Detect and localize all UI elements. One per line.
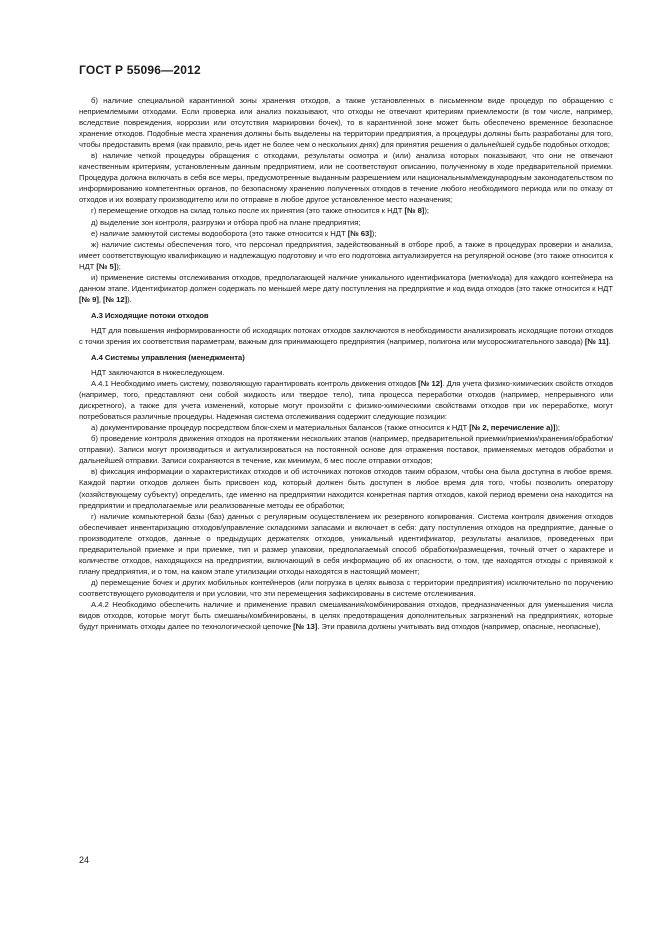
paragraph-b: б) наличие специальной карантинной зоны хранения отходов, а также установленных в письменном виде процедур по обращению с неприемлемыми отходами. Если проверка или анализ показывают, что отходы не отвечают критериям приемлемости (в том числе, например, вследствие повреждения, коррозии или отсутствия маркировки бочек), то в карантинной зоне может быть обеспечено временное безопасное хранение отходов. Подобные места хранения должны быть выделены на территории предприятия, а процедуры должны быть разработаны для того, чтобы предоставить время (как правило, речь идет не более чем о нескольких днях) для принятия решения о дальнейшей судьбе подобных отходов; (79, 96, 613, 150)
reference: [№ 12] (418, 379, 443, 389)
document-body (79, 95, 613, 632)
reference: [№ 63] (347, 228, 372, 238)
clause-a42: А.4.2 Необходимо обеспечить наличие и применение правил смешивания/комбинирования отходов, предназначенных для уменьшения числа видов отходов, которые могут быть смешаны/комбинированы, в целях предотвращения дополнительных загрязнений на предприятиях, которые будут принимать отходы далее по технологической цепочке [№ 13]. Эти правила должны учитывать вид отходов (например, опасные, неопасные), (79, 599, 613, 632)
reference: [№ 13] (293, 622, 318, 632)
reference: [№ 2, перечисление а)] (469, 423, 556, 433)
section-a3-title: А.3 Исходящие потоки отходов (91, 310, 209, 320)
clause-a41-b: б) проведение контроля движения отходов на протяжении нескольких этапов (например, предварительной приемки/приемки/хранения/обработки/отправки). Записи могут производиться и актуализироваться на постоянной основе для отражения поставок, применяемых методов обработки и дальнейшей отправки. Записи сохраняются в течение, как минимум, 6 мес после отправки отходов; (79, 434, 613, 466)
item-d: д) выделение зон контроля, разгрузки и отбора проб на плане предприятия; (91, 217, 361, 227)
reference: [№ 5] (96, 261, 117, 271)
clause-a41-g: г) наличие компьютерной базы (баз) данных с регулярным осуществлением их резервного копирования. Система контроля движения отходов обеспечивает инвентаризацию отходов/управление складскими запасами и включает в себя: дату поступления отходов на предприятие, данные о производителе отходов, данные о предыдущих держателях отходов, уникальный идентификатор, результаты анализов, проведенных при предварительной приемке и при приемке, тип и размер упаковки, предполагаемый способ обработки/размещения, точный отчет о характере и количестве отходов, находящихся на предприятии, включающий в себя информацию об их опасности, о том, где находятся отходы с привязкой к плану предприятия, и о том, на каком этапе утилизации отходы находятся в настоящий момент; (79, 511, 613, 576)
page-number: 24 (79, 855, 90, 865)
reference: [№ 12] (103, 294, 128, 304)
item-g: г) перемещение отходов на склад только после их принятия (это также относится к НДТ [№ 8]); (91, 206, 429, 216)
item-i: и) применение системы отслеживания отходов, предполагающей наличие уникального идентификатора (метки/кода) для каждого контейнера на данном этапе. Идентификатор должен содержать по меньшей мере дату поступления на предприятие и код вида отходов (это также относится к НДТ [№ 9], [№ 12]). (79, 272, 613, 304)
paragraph-v: в) наличие четкой процедуры обращения с отходами, результаты осмотра и (или) анализа которых показывают, что они не отвечают качественным критериям, установленным данным предприятием, или не соответствуют описанию, полученному в ходе предварительной приемки. Процедура должна включать в себя все меры, предусмотренные выданным разрешением или национальным/международным законодательством по информированию компетентных органов, по безопасному хранению полученных отходов в течение любого необходимого периода или по отказу от отходов и их возврату производителю или по отправке в любое другое установленное место назначения; (79, 151, 613, 205)
reference: [№ 11] (584, 336, 609, 346)
item-e: е) наличие замкнутой системы водооборота (это также относится к НДТ [№ 63]); (91, 228, 377, 238)
section-a4-title: А.4 Системы управления (менеджмента) (91, 352, 245, 362)
clause-a41: А.4.1 Необходимо иметь систему, позволяющую гарантировать контроль движения отходов [№ 12]. Для учета физико-химических свойств отходов (например, того, представляют они собой жидкость или твердое тело), типа процесса переработки отходов (например, непрерывного или дискретного), а также для учета изменений, которые могут произойти с физико-химическими свойствами отходов при их переработке, могут потребоваться различные процедуры. Надежная система отслеживания содержит следующие позиции: (79, 379, 613, 422)
clause-a41-d: д) перемещение бочек и других мобильных контейнеров (или погрузка в целях вывоза с территории предприятия) исключительно по поручению соответствующего руководителя и при условии, что эти перемещения зафиксированы в системе отслеживания. (79, 577, 613, 598)
item-zh: ж) наличие системы обеспечения того, что персонал предприятия, задействованный в отборе проб, а также в процедурах проверки и анализа, имеет соответствующую квалификацию и надлежащую подготовку и что его подготовка актуализируется на регулярной основе (это также относится к НДТ [№ 5]); (79, 239, 613, 271)
section-a3-text: НДТ для повышения информированности об исходящих потоках отходов заключаются в необходимости анализировать исходящие потоки отходов с точки зрения их соответствия параметрам, важным для принимающего предприятия (например, полигона или мусоросжигательного завода) [№ 11]. (79, 325, 613, 346)
clause-a41-v: в) фиксация информации о характеристиках отходов и об источниках потоков отходов таким образом, чтобы она была доступна в любое время. Каждой партии отходов должен быть присвоен код, который должен быть доступен в любое время для того, чтобы позволить оператору (хозяйствующему субъекту) определить, где именно на предприятии находится конкретная партия отходов, какой период времени она находится на предприятии и предполагаемые или реализованные методы ее обработки; (79, 467, 613, 510)
reference: [№ 9] (79, 294, 99, 304)
page-header: ГОСТ Р 55096—2012 (79, 63, 201, 77)
clause-a41-a: а) документирование процедур посредством блок-схем и материальных балансов (также относится к НДТ [№ 2, перечисление а)]); (91, 423, 560, 433)
reference: [№ 8] (404, 206, 425, 216)
section-a4-intro: НДТ заключаются в нижеследующем. (91, 367, 225, 377)
